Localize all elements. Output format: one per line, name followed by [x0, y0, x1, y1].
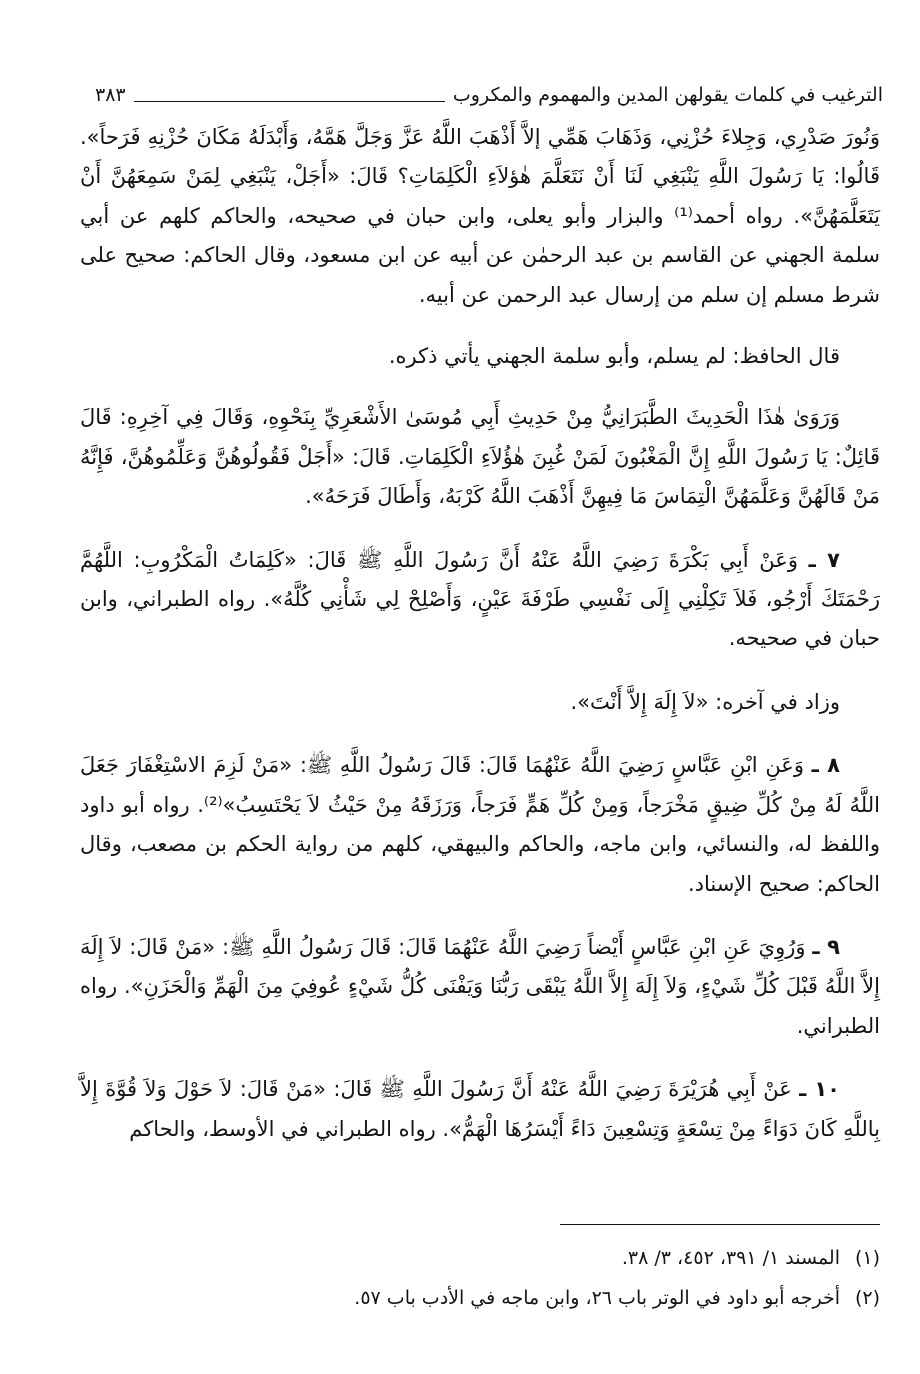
hadith-number: ١٠ ـ [799, 1077, 840, 1102]
paragraph-hafiz-note: قال الحافظ: لم يسلم، وأبو سلمة الجهني يأتي ذكره. [388, 344, 840, 369]
running-header [95, 76, 883, 108]
header-rule [134, 101, 445, 102]
hadith-number: ٧ ـ [808, 547, 840, 572]
footnote-mark: (٢) [854, 1287, 880, 1309]
hadith-7: ٧ ـ وَعَنْ أَبِي بَكْرَةَ رَضِيَ اللَّهُ عَنْهُ أَنَّ رَسُولَ اللَّهِ ﷺ قَالَ: «كَلِمَاتُ الْمَكْرُوبِ: اللَّهُمَّ رَحْمَتَكَ أَرْجُو، فَلاَ تَكِلْنِي إِلَى نَفْسِي طَرْفَةَ عَيْنٍ، وَأَصْلِحْ لِي شَأْنِي كُلَّهُ». رواه الطبراني، وابن حبان في صحيحه. [80, 547, 880, 651]
main-text [80, 118, 880, 1149]
hadith-number: ٨ ـ [811, 753, 840, 778]
running-title: الترغيب في كلمات يقولهن المدين والمهموم والمكروب [452, 84, 883, 106]
paragraph-addition: وزاد في آخره: «لاَ إِلَهَ إِلاَّ أَنْتَ». [570, 689, 840, 714]
footnote-mark: (١) [854, 1247, 880, 1269]
footnote-rule [560, 1224, 880, 1225]
hadith-10: ١٠ ـ عَنْ أَبِي هُرَيْرَةَ رَضِيَ اللَّهُ عَنْهُ أَنَّ رَسُولَ اللَّهِ ﷺ قَالَ: «مَنْ قَالَ: لاَ حَوْلَ وَلاَ قُوَّةَ إِلاَّ بِاللَّهِ كَانَ دَوَاءً مِنْ تِسْعَةٍ وَتِسْعِينَ دَاءً أَيْسَرُهَا الْهَمُّ». رواه الطبراني في الأوسط، والحاكم [80, 1077, 880, 1141]
hadith-number: ٩ ـ [812, 934, 840, 959]
page-number: ٣٨٣ [95, 84, 126, 106]
paragraph-hadith-continuation: وَنُورَ صَدْرِي، وَجِلاءَ حُزْنِي، وَذَهَابَ هَمِّي إلاَّ أَذْهَبَ اللَّهُ عَزَّ وَجَلَّ هَمَّهُ، وَأَبْدَلَهُ مَكَانَ حُزْنِهِ فَرَحاً». قَالُوا: يَا رَسُولَ اللَّهِ يَنْبَغِي لَنَا أَنْ نَتَعَلَّمَ هٰؤلاَءِ الْكَلِمَاتِ؟ قَالَ: «أَجَلْ، يَنْبَغِي لِمَنْ سَمِعَهُنَّ أَنْ يَتَعَلَّمَهُنَّ». رواه أحمد⁽¹⁾ والبزار وأبو يعلى، وابن حبان في صحيحه، والحاكم كلهم عن أبي سلمة الجهني عن القاسم بن عبد الرحمٰن عن أبيه عن ابن مسعود، وقال الحاكم: صحيح على شرط مسلم إن سلم من إرسال عبد الرحمن عن أبيه. [80, 125, 881, 307]
paragraph-tabarani-variant: وَرَوَىٰ هٰذَا الْحَدِيثَ الطَّبَرَانِيُّ مِنْ حَدِيثِ أَبِي مُوسَىٰ الأَشْعَرِيِّ بِنَحْوِهِ، وَقَالَ فِي آخِرِهِ: قَالَ قَائِلٌ: يَا رَسُولَ اللَّهِ إِنَّ الْمَغْبُونَ لَمَنْ غُبِنَ هٰؤُلاَءِ الْكَلِمَاتِ. قَالَ: «أَجَلْ فَقُولُوهُنَّ وَعَلِّمُوهُنَّ، فَإِنَّهُ مَنْ قَالَهُنَّ وَعَلَّمَهُنَّ الْتِمَاسَ مَا فِيهِنَّ أَذْهَبَ اللَّهُ كَرْبَهُ، وَأَطَالَ فَرَحَهُ». [80, 405, 880, 509]
footnotes [80, 1238, 880, 1318]
hadith-9: ٩ ـ وَرُوِيَ عَنِ ابْنِ عَبَّاسٍ أَيْضاً رَضِيَ اللَّهُ عَنْهُمَا قَالَ: قَالَ رَسُولُ اللَّهِ ﷺ: «مَنْ قَالَ: لاَ إِلَهَ إِلاَّ اللَّهُ قَبْلَ كُلِّ شَيْءٍ، وَلاَ إِلَهَ إِلاَّ اللَّهُ يَبْقَى رَبُّنَا وَيَفْنَى كُلُّ شَيْءٍ عُوفِيَ مِنَ الْهَمِّ وَالْحَزَنِ». رواه الطبراني. [80, 934, 880, 1038]
footnote-2: (٢) أخرجه أبو داود في الوتر باب ٢٦، وابن ماجه في الأدب باب ٥٧. [80, 1278, 880, 1318]
hadith-8: ٨ ـ وَعَنِ ابْنِ عَبَّاسٍ رَضِيَ اللَّهُ عَنْهُمَا قَالَ: قَالَ رَسُولُ اللَّهِ ﷺ: «مَنْ لَزِمَ الاسْتِغْفَارَ جَعَلَ اللَّهُ لَهُ مِنْ كُلِّ ضِيقٍ مَخْرَجاً، وَمِنْ كُلِّ هَمٍّ فَرَجاً، وَرَزَقَهُ مِنْ حَيْثُ لاَ يَحْتَسِبُ»⁽²⁾. رواه أبو داود واللفظ له، والنسائي، وابن ماجه، والحاكم والبيهقي، كلهم من رواية الحكم بن مصعب، وقال الحاكم: صحيح الإسناد. [80, 753, 880, 896]
footnote-1: (١) المسند ١/ ٣٩١، ٤٥٢، ٣/ ٣٨. [80, 1238, 880, 1278]
